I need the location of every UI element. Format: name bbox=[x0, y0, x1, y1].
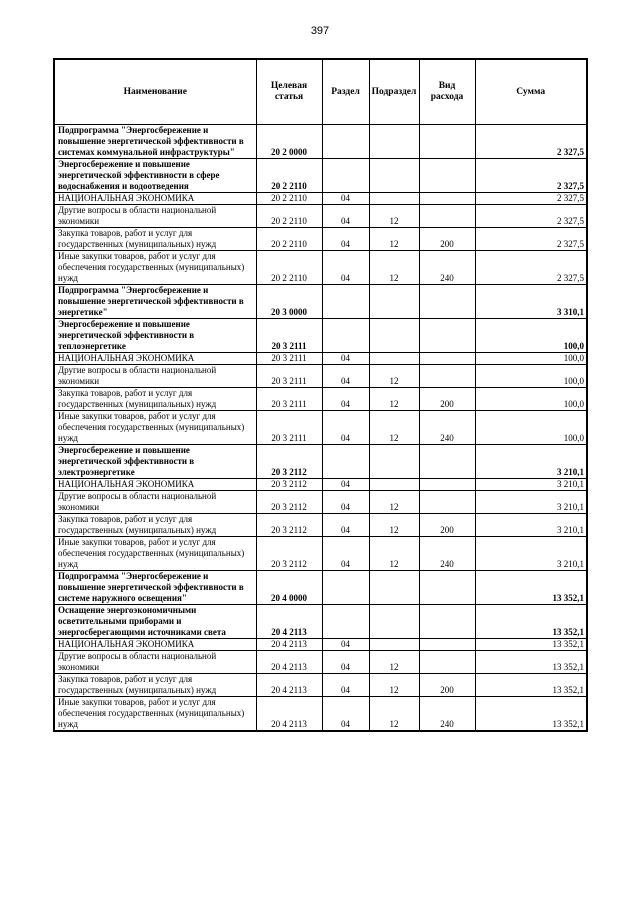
cell-target: 20 3 2111 bbox=[256, 353, 322, 365]
table-row bbox=[54, 571, 587, 605]
cell-section: 04 bbox=[322, 205, 369, 228]
cell-name: Иные закупки товаров, работ и услуг для обеспечения государственных (муниципальных) нужд bbox=[54, 537, 256, 571]
cell-subsection: 12 bbox=[369, 697, 419, 732]
cell-section bbox=[322, 159, 369, 193]
cell-expense-type bbox=[419, 639, 475, 651]
cell-name: Другие вопросы в области национальной экономики bbox=[54, 491, 256, 514]
cell-target: 20 2 2110 bbox=[256, 251, 322, 285]
table-row bbox=[54, 125, 587, 159]
cell-expense-type bbox=[419, 285, 475, 319]
cell-name: Энергосбережение и повышение энергетической эффективности в электроэнергетике bbox=[54, 445, 256, 479]
header-expense-type: Вид расхода bbox=[419, 59, 475, 125]
cell-subsection: 12 bbox=[369, 388, 419, 411]
cell-expense-type: 200 bbox=[419, 388, 475, 411]
cell-sum: 2 327,5 bbox=[475, 159, 587, 193]
cell-sum: 3 210,1 bbox=[475, 445, 587, 479]
cell-name: Другие вопросы в области национальной экономики bbox=[54, 365, 256, 388]
cell-target: 20 4 0000 bbox=[256, 571, 322, 605]
table-body bbox=[54, 125, 587, 732]
table-row bbox=[54, 697, 587, 732]
cell-sum: 2 327,5 bbox=[475, 205, 587, 228]
cell-sum: 100,0 bbox=[475, 353, 587, 365]
cell-name: Энергосбережение и повышение энергетической эффективности в сфере водоснабжения и водоотведения bbox=[54, 159, 256, 193]
cell-name: Закупка товаров, работ и услуг для государственных (муниципальных) нужд bbox=[54, 228, 256, 251]
table-row bbox=[54, 365, 587, 388]
cell-name: Подпрограмма "Энергосбережение и повышение энергетической эффективности в энергетике" bbox=[54, 285, 256, 319]
cell-expense-type bbox=[419, 445, 475, 479]
cell-target: 20 3 2111 bbox=[256, 411, 322, 445]
cell-sum: 13 352,1 bbox=[475, 697, 587, 732]
cell-subsection: 12 bbox=[369, 205, 419, 228]
cell-subsection: 12 bbox=[369, 251, 419, 285]
cell-section: 04 bbox=[322, 651, 369, 674]
table-header-row bbox=[54, 59, 587, 125]
cell-expense-type bbox=[419, 479, 475, 491]
cell-target: 20 2 2110 bbox=[256, 159, 322, 193]
cell-sum: 2 327,5 bbox=[475, 251, 587, 285]
cell-expense-type: 240 bbox=[419, 697, 475, 732]
cell-subsection bbox=[369, 639, 419, 651]
cell-name: Иные закупки товаров, работ и услуг для обеспечения государственных (муниципальных) нужд bbox=[54, 697, 256, 732]
cell-target: 20 3 2112 bbox=[256, 491, 322, 514]
cell-expense-type: 240 bbox=[419, 537, 475, 571]
cell-subsection: 12 bbox=[369, 674, 419, 697]
cell-name: НАЦИОНАЛЬНАЯ ЭКОНОМИКА bbox=[54, 479, 256, 491]
cell-section bbox=[322, 319, 369, 353]
cell-expense-type bbox=[419, 319, 475, 353]
cell-section: 04 bbox=[322, 193, 369, 205]
cell-section: 04 bbox=[322, 228, 369, 251]
cell-expense-type bbox=[419, 125, 475, 159]
cell-sum: 13 352,1 bbox=[475, 639, 587, 651]
cell-sum: 100,0 bbox=[475, 319, 587, 353]
cell-name: НАЦИОНАЛЬНАЯ ЭКОНОМИКА bbox=[54, 639, 256, 651]
cell-target: 20 3 2112 bbox=[256, 445, 322, 479]
cell-section bbox=[322, 285, 369, 319]
cell-name: Закупка товаров, работ и услуг для государственных (муниципальных) нужд bbox=[54, 674, 256, 697]
cell-expense-type: 240 bbox=[419, 251, 475, 285]
cell-subsection bbox=[369, 353, 419, 365]
cell-sum: 2 327,5 bbox=[475, 193, 587, 205]
cell-expense-type bbox=[419, 605, 475, 639]
page-number: 397 bbox=[310, 25, 330, 37]
cell-name: Оснащение энергоэкономичными осветительными приборами и энергосберегающими источниками света bbox=[54, 605, 256, 639]
cell-target: 20 3 2111 bbox=[256, 388, 322, 411]
cell-section bbox=[322, 571, 369, 605]
cell-target: 20 4 2113 bbox=[256, 697, 322, 732]
cell-name: Подпрограмма "Энергосбережение и повышение энергетической эффективности в системах коммунальной инфраструктуры" bbox=[54, 125, 256, 159]
cell-sum: 2 327,5 bbox=[475, 228, 587, 251]
cell-subsection bbox=[369, 479, 419, 491]
cell-subsection bbox=[369, 193, 419, 205]
table-row bbox=[54, 514, 587, 537]
cell-sum: 13 352,1 bbox=[475, 605, 587, 639]
cell-section: 04 bbox=[322, 537, 369, 571]
cell-section: 04 bbox=[322, 639, 369, 651]
header-sum: Сумма bbox=[475, 59, 587, 125]
table-row bbox=[54, 537, 587, 571]
cell-sum: 3 210,1 bbox=[475, 479, 587, 491]
cell-subsection: 12 bbox=[369, 228, 419, 251]
table-row bbox=[54, 388, 587, 411]
cell-sum: 100,0 bbox=[475, 411, 587, 445]
cell-section: 04 bbox=[322, 251, 369, 285]
cell-subsection: 12 bbox=[369, 365, 419, 388]
header-section: Раздел bbox=[322, 59, 369, 125]
cell-expense-type bbox=[419, 491, 475, 514]
cell-name: НАЦИОНАЛЬНАЯ ЭКОНОМИКА bbox=[54, 193, 256, 205]
header-subsection: Подраздел bbox=[369, 59, 419, 125]
cell-target: 20 2 2110 bbox=[256, 205, 322, 228]
table-row bbox=[54, 479, 587, 491]
cell-section bbox=[322, 445, 369, 479]
cell-sum: 13 352,1 bbox=[475, 571, 587, 605]
cell-expense-type bbox=[419, 353, 475, 365]
cell-name: Иные закупки товаров, работ и услуг для обеспечения государственных (муниципальных) нужд bbox=[54, 251, 256, 285]
cell-section: 04 bbox=[322, 697, 369, 732]
cell-subsection: 12 bbox=[369, 537, 419, 571]
cell-sum: 2 327,5 bbox=[475, 125, 587, 159]
cell-name: Энергосбережение и повышение энергетической эффективности в теплоэнергетике bbox=[54, 319, 256, 353]
cell-subsection: 12 bbox=[369, 651, 419, 674]
cell-sum: 3 210,1 bbox=[475, 491, 587, 514]
cell-section bbox=[322, 125, 369, 159]
table-row bbox=[54, 319, 587, 353]
cell-target: 20 3 2112 bbox=[256, 514, 322, 537]
cell-target: 20 3 2112 bbox=[256, 537, 322, 571]
cell-section: 04 bbox=[322, 479, 369, 491]
table-row bbox=[54, 411, 587, 445]
table-row bbox=[54, 159, 587, 193]
cell-name: Подпрограмма "Энергосбережение и повышение энергетической эффективности в системе наружного освещения" bbox=[54, 571, 256, 605]
table-row bbox=[54, 651, 587, 674]
table-row bbox=[54, 605, 587, 639]
cell-sum: 100,0 bbox=[475, 365, 587, 388]
cell-sum: 13 352,1 bbox=[475, 651, 587, 674]
table-row bbox=[54, 205, 587, 228]
cell-target: 20 3 2111 bbox=[256, 365, 322, 388]
cell-subsection bbox=[369, 159, 419, 193]
cell-target: 20 3 0000 bbox=[256, 285, 322, 319]
table-row bbox=[54, 674, 587, 697]
table-row bbox=[54, 491, 587, 514]
cell-sum: 3 310,1 bbox=[475, 285, 587, 319]
cell-subsection: 12 bbox=[369, 514, 419, 537]
table-row bbox=[54, 251, 587, 285]
table-row bbox=[54, 639, 587, 651]
cell-target: 20 4 2113 bbox=[256, 605, 322, 639]
cell-target: 20 2 2110 bbox=[256, 193, 322, 205]
cell-section: 04 bbox=[322, 388, 369, 411]
cell-section: 04 bbox=[322, 514, 369, 537]
cell-target: 20 3 2112 bbox=[256, 479, 322, 491]
cell-section: 04 bbox=[322, 365, 369, 388]
cell-sum: 100,0 bbox=[475, 388, 587, 411]
cell-name: Другие вопросы в области национальной экономики bbox=[54, 205, 256, 228]
cell-subsection bbox=[369, 445, 419, 479]
header-target: Целевая статья bbox=[256, 59, 322, 125]
cell-expense-type bbox=[419, 159, 475, 193]
cell-section: 04 bbox=[322, 353, 369, 365]
cell-sum: 3 210,1 bbox=[475, 537, 587, 571]
cell-name: Иные закупки товаров, работ и услуг для обеспечения государственных (муниципальных) нужд bbox=[54, 411, 256, 445]
cell-subsection bbox=[369, 319, 419, 353]
cell-target: 20 2 2110 bbox=[256, 228, 322, 251]
cell-name: Другие вопросы в области национальной экономики bbox=[54, 651, 256, 674]
cell-expense-type bbox=[419, 651, 475, 674]
cell-subsection: 12 bbox=[369, 411, 419, 445]
cell-subsection bbox=[369, 285, 419, 319]
cell-expense-type: 200 bbox=[419, 674, 475, 697]
cell-section: 04 bbox=[322, 411, 369, 445]
cell-subsection: 12 bbox=[369, 491, 419, 514]
cell-expense-type: 200 bbox=[419, 228, 475, 251]
header-name: Наименование bbox=[54, 59, 256, 125]
cell-target: 20 4 2113 bbox=[256, 674, 322, 697]
cell-target: 20 3 2111 bbox=[256, 319, 322, 353]
cell-expense-type bbox=[419, 193, 475, 205]
cell-name: Закупка товаров, работ и услуг для государственных (муниципальных) нужд bbox=[54, 514, 256, 537]
cell-section bbox=[322, 605, 369, 639]
cell-expense-type bbox=[419, 365, 475, 388]
table-row bbox=[54, 445, 587, 479]
budget-table bbox=[53, 58, 588, 732]
table-row bbox=[54, 228, 587, 251]
cell-target: 20 4 2113 bbox=[256, 651, 322, 674]
cell-section: 04 bbox=[322, 674, 369, 697]
cell-section: 04 bbox=[322, 491, 369, 514]
cell-sum: 13 352,1 bbox=[475, 674, 587, 697]
cell-expense-type bbox=[419, 205, 475, 228]
cell-sum: 3 210,1 bbox=[475, 514, 587, 537]
cell-target: 20 2 0000 bbox=[256, 125, 322, 159]
cell-name: НАЦИОНАЛЬНАЯ ЭКОНОМИКА bbox=[54, 353, 256, 365]
cell-subsection bbox=[369, 571, 419, 605]
cell-subsection bbox=[369, 605, 419, 639]
table-row bbox=[54, 353, 587, 365]
cell-subsection bbox=[369, 125, 419, 159]
cell-target: 20 4 2113 bbox=[256, 639, 322, 651]
cell-expense-type bbox=[419, 571, 475, 605]
table-row bbox=[54, 193, 587, 205]
cell-expense-type: 200 bbox=[419, 514, 475, 537]
cell-expense-type: 240 bbox=[419, 411, 475, 445]
cell-name: Закупка товаров, работ и услуг для государственных (муниципальных) нужд bbox=[54, 388, 256, 411]
table-row bbox=[54, 285, 587, 319]
